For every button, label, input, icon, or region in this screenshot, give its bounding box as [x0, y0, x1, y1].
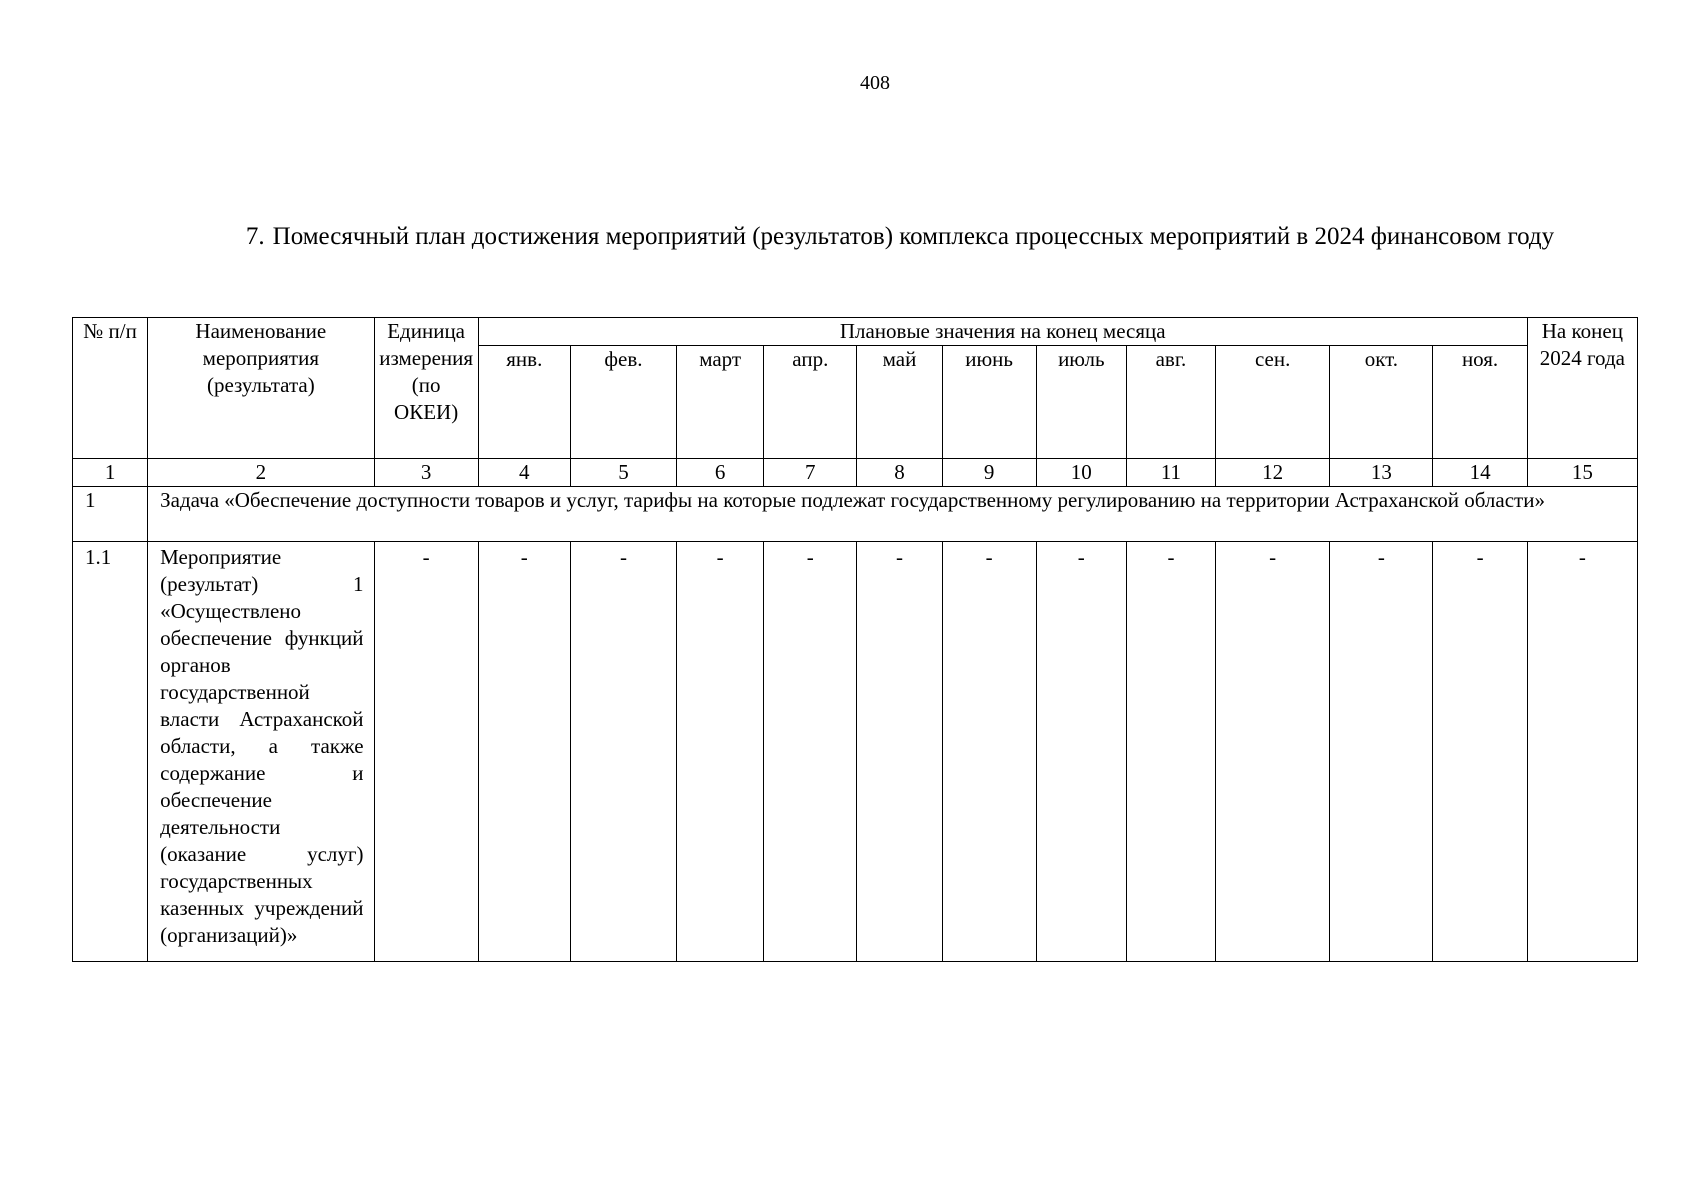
header-month: окт. — [1330, 346, 1433, 459]
header-month: ноя. — [1433, 346, 1527, 459]
event-value: - — [1330, 542, 1433, 962]
event-value: - — [1433, 542, 1527, 962]
header-month: сен. — [1216, 346, 1330, 459]
section-title: Помесячный план достижения мероприятий (результатов) комплекса процессных мероприятий в 2024 финансовом году — [272, 223, 1555, 250]
column-index: 11 — [1126, 459, 1215, 487]
header-name: Наименование мероприятия (результата) — [148, 318, 374, 459]
column-index: 12 — [1216, 459, 1330, 487]
header-planned-values: Плановые значения на конец месяца — [478, 318, 1527, 346]
column-index: 6 — [677, 459, 764, 487]
header-month: янв. — [478, 346, 570, 459]
column-index: 5 — [570, 459, 676, 487]
event-value: - — [764, 542, 857, 962]
header-year-end: На конец 2024 года — [1527, 318, 1637, 459]
column-index: 4 — [478, 459, 570, 487]
event-value: - — [478, 542, 570, 962]
column-index-row — [73, 459, 1638, 487]
header-unit: Единица измерения (по ОКЕИ) — [374, 318, 478, 459]
header-num: № п/п — [73, 318, 148, 459]
task-text: Задача «Обеспечение доступности товаров и услуг, тарифы на которые подлежат государственному регулированию на территории Астраханской области» — [148, 487, 1638, 542]
header-row-top — [73, 318, 1638, 346]
event-value: - — [1216, 542, 1330, 962]
column-index: 3 — [374, 459, 478, 487]
event-num: 1.1 — [73, 542, 148, 962]
page-number: 408 — [860, 72, 890, 94]
event-value: - — [942, 542, 1036, 962]
header-month: март — [677, 346, 764, 459]
event-name: Мероприятие (результат) 1 «Осуществлено обеспечение функций органов государственной власти Астраханской области, а также содержание и обеспечение деятельности (оказание услуг) государственных казенных учреждений (организаций)» — [148, 542, 374, 962]
event-value: - — [1036, 542, 1126, 962]
column-index: 13 — [1330, 459, 1433, 487]
header-month: фев. — [570, 346, 676, 459]
event-unit: - — [374, 542, 478, 962]
section-heading — [200, 220, 1600, 254]
event-value: - — [857, 542, 942, 962]
header-month: апр. — [764, 346, 857, 459]
column-index: 15 — [1527, 459, 1637, 487]
column-index: 8 — [857, 459, 942, 487]
column-index: 9 — [942, 459, 1036, 487]
header-month: авг. — [1126, 346, 1215, 459]
header-month: май — [857, 346, 942, 459]
column-index: 7 — [764, 459, 857, 487]
event-year-end: - — [1527, 542, 1637, 962]
column-index: 1 — [73, 459, 148, 487]
event-value: - — [677, 542, 764, 962]
section-number: 7. — [245, 223, 265, 250]
event-value: - — [1126, 542, 1215, 962]
event-row — [73, 542, 1638, 962]
event-value: - — [570, 542, 676, 962]
column-index: 14 — [1433, 459, 1527, 487]
column-index: 2 — [148, 459, 374, 487]
task-num: 1 — [73, 487, 148, 542]
header-month: июль — [1036, 346, 1126, 459]
monthly-plan-table — [72, 317, 1638, 962]
column-index: 10 — [1036, 459, 1126, 487]
task-row — [73, 487, 1638, 542]
header-month: июнь — [942, 346, 1036, 459]
